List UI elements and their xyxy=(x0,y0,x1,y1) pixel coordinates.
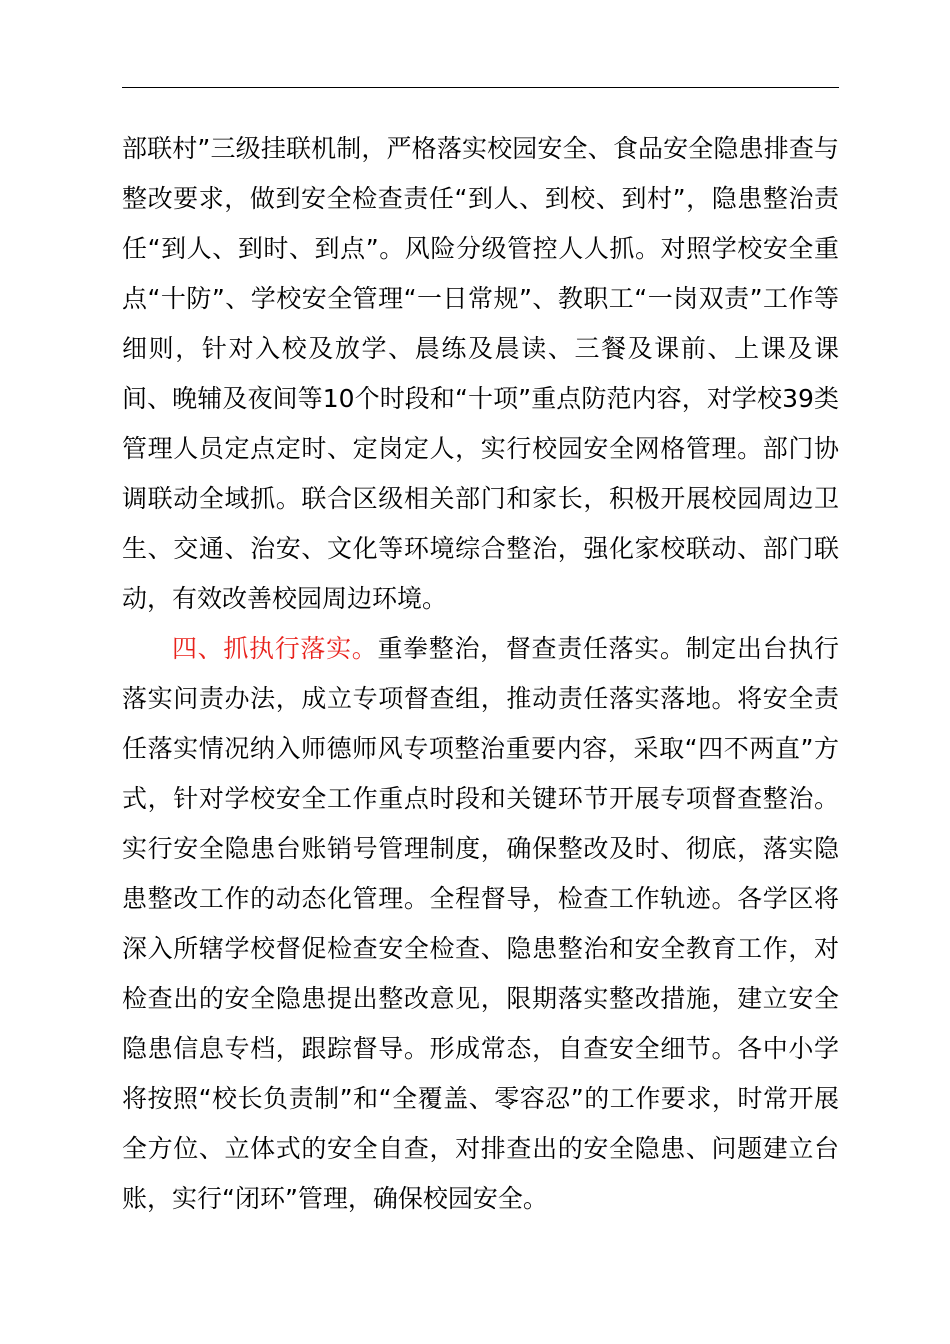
document-body xyxy=(122,124,839,1224)
header-rule xyxy=(122,87,839,88)
section-4-heading: 四、抓执行落实。 xyxy=(172,634,378,663)
section-4-paragraph xyxy=(122,624,839,1224)
section-4-body: 重拳整治，督查责任落实。制定出台执行落实问责办法，成立专项督查组，推动责任落实落地。将安全责任落实情况纳入师德师风专项整治重要内容，采取“四不两直”方式，针对学校安全工作重点时段和关键环节开展专项督查整治。实行安全隐患台账销号管理制度，确保整改及时、彻底，落实隐患整改工作的动态化管理。全程督导，检查工作轨迹。各学区将深入所辖学校督促检查安全检查、隐患整治和安全教育工作，对检查出的安全隐患提出整改意见，限期落实整改措施，建立安全隐患信息专档，跟踪督导。形成常态，自查安全细节。各中小学将按照“校长负责制”和“全覆盖、零容忍”的工作要求，时常开展全方位、立体式的安全自查，对排查出的安全隐患、问题建立台账，实行“闭环”管理，确保校园安全。 xyxy=(122,634,839,1213)
paragraph-continuation: 部联村”三级挂联机制，严格落实校园安全、食品安全隐患排查与整改要求，做到安全检查责任“到人、到校、到村”，隐患整治责任“到人、到时、到点”。风险分级管控人人抓。对照学校安全重点“十防”、学校安全管理“一日常规”、教职工“一岗双责”工作等细则，针对入校及放学、晨练及晨读、三餐及课前、上课及课间、晚辅及夜间等10个时段和“十项”重点防范内容，对学校39类管理人员定点定时、定岗定人，实行校园安全网格管理。部门协调联动全域抓。联合区级相关部门和家长，积极开展校园周边卫生、交通、治安、文化等环境综合整治，强化家校联动、部门联动，有效改善校园周边环境。 xyxy=(122,134,839,613)
